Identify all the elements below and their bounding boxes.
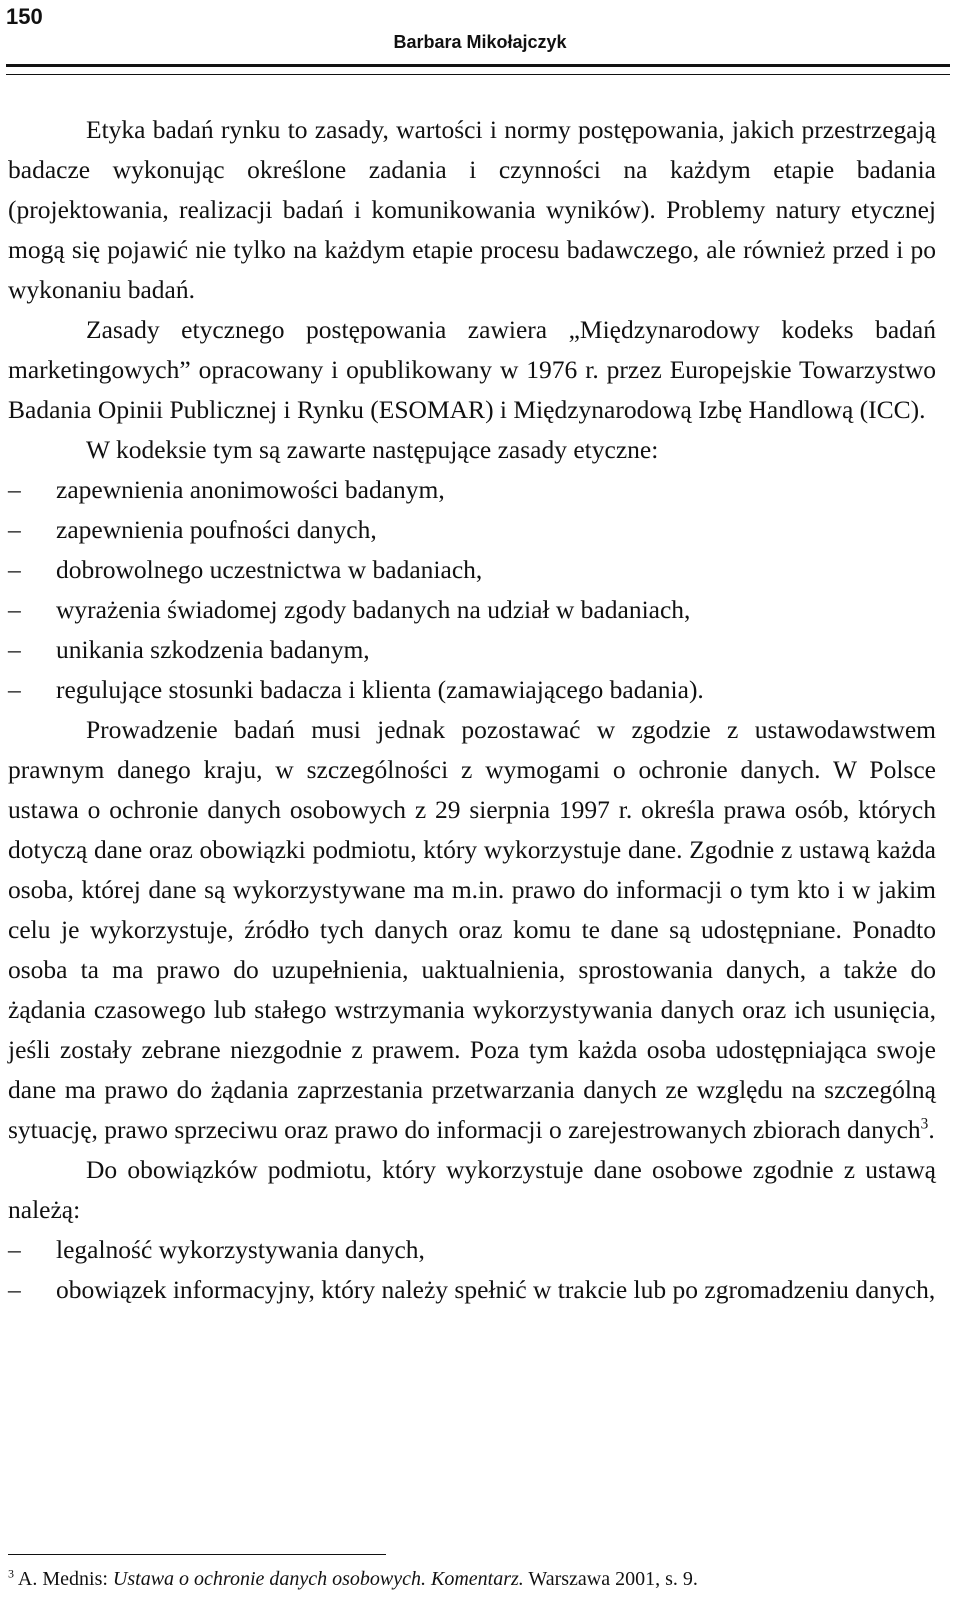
paragraph: Do obowiązków podmiotu, który wykorzystuje dane osobowe zgodnie z ustawą należą: xyxy=(8,1155,936,1224)
footnote-author: A. Mednis: xyxy=(17,1568,113,1590)
footnote-number: 3 xyxy=(8,1566,14,1581)
paragraph xyxy=(8,710,936,1150)
list-item xyxy=(8,510,936,550)
body-text xyxy=(8,110,936,1310)
footnote-title: Ustawa o ochronie danych osobowych. Komentarz. xyxy=(112,1568,524,1590)
footnote xyxy=(8,1566,938,1592)
list-item xyxy=(8,550,936,590)
dash-bullet: – xyxy=(8,555,21,584)
paragraph-end: . xyxy=(928,1115,935,1144)
obligations-list xyxy=(8,1230,936,1310)
footnote-details: Warszawa 2001, s. 9. xyxy=(523,1568,698,1590)
paragraph: Etyka badań rynku to zasady, wartości i normy postępowania, jakich przestrzegają badacze wykonując określone zadania i czynności na każdym etapie badania (projektowania, realizacji badań i komunikowania wyników). Problemy natury etycznej mogą się pojawić nie tylko na każdym etapie procesu badawczego, ale również przed i po wykonaniu badań. xyxy=(8,115,936,304)
list-item xyxy=(8,670,936,710)
header-rule xyxy=(6,64,950,75)
list-item-text: dobrowolnego uczestnictwa w badaniach, xyxy=(56,555,483,584)
list-item xyxy=(8,590,936,630)
dash-bullet: – xyxy=(8,475,21,504)
page-number: 150 xyxy=(6,4,43,29)
paragraph: W kodeksie tym są zawarte następujące zasady etyczne: xyxy=(86,435,659,464)
footnote-reference[interactable]: 3 xyxy=(920,1115,929,1133)
list-item-text: wyrażenia świadomej zgody badanych na udział w badaniach, xyxy=(56,595,691,624)
dash-bullet: – xyxy=(8,1275,21,1304)
dash-bullet: – xyxy=(8,1235,21,1264)
list-item-text: zapewnienia anonimowości badanym, xyxy=(56,475,445,504)
running-head: Barbara Mikołajczyk xyxy=(393,32,567,52)
list-item xyxy=(8,470,936,510)
footnote-rule xyxy=(8,1554,386,1555)
list-item-text: unikania szkodzenia badanym, xyxy=(56,635,370,664)
dash-bullet: – xyxy=(8,635,21,664)
list-item xyxy=(8,1230,936,1270)
principles-list xyxy=(8,470,936,710)
list-item xyxy=(8,1270,936,1310)
paragraph-text: Prowadzenie badań musi jednak pozostawać w zgodzie z ustawodawstwem prawnym danego kraju, w szczególności z wymogami o ochronie danych. W Polsce ustawa o ochronie danych osobowych z 29 sierpnia 1997 r. określa prawa osób, których dotyczą dane oraz obowiązki podmiotu, który wykorzystuje dane. Zgodnie z ustawą każda osoba, której dane są wykorzystywane ma m.in. prawo do informacji o tym kto i w jakim celu je wykorzystuje, źródło tych danych oraz komu te dane są udostępniane. Ponadto osoba ta ma prawo do uzupełnienia, uaktualnienia, sprostowania danych, a także do żądania czasowego lub stałego wstrzymania wykorzystywania danych oraz ich usunięcia, jeśli zostały zebrane niezgodnie z prawem. Poza tym każda osoba udostępniająca swoje dane ma prawo do żądania zaprzestania przetwarzania danych ze względu na szczególną sytuację, prawo sprzeciwu oraz prawo do informacji o zarejestrowanych zbiorach danych xyxy=(8,715,936,1144)
dash-bullet: – xyxy=(8,675,21,704)
list-item-text: zapewnienia poufności danych, xyxy=(56,515,377,544)
list-item-text: regulujące stosunki badacza i klienta (zamawiającego badania). xyxy=(56,675,704,704)
dash-bullet: – xyxy=(8,515,21,544)
dash-bullet: – xyxy=(8,595,21,624)
list-item xyxy=(8,630,936,670)
list-item-text: legalność wykorzystywania danych, xyxy=(56,1235,425,1264)
list-item-text: obowiązek informacyjny, który należy spełnić w trakcie lub po zgromadzeniu danych, xyxy=(56,1275,936,1304)
paragraph: Zasady etycznego postępowania zawiera „Międzynarodowy kodeks badań marketingowych” opracowany i opublikowany w 1976 r. przez Europejskie Towarzystwo Badania Opinii Publicznej i Rynku (ESOMAR) i Międzynarodową Izbę Handlową (ICC). xyxy=(8,315,936,424)
